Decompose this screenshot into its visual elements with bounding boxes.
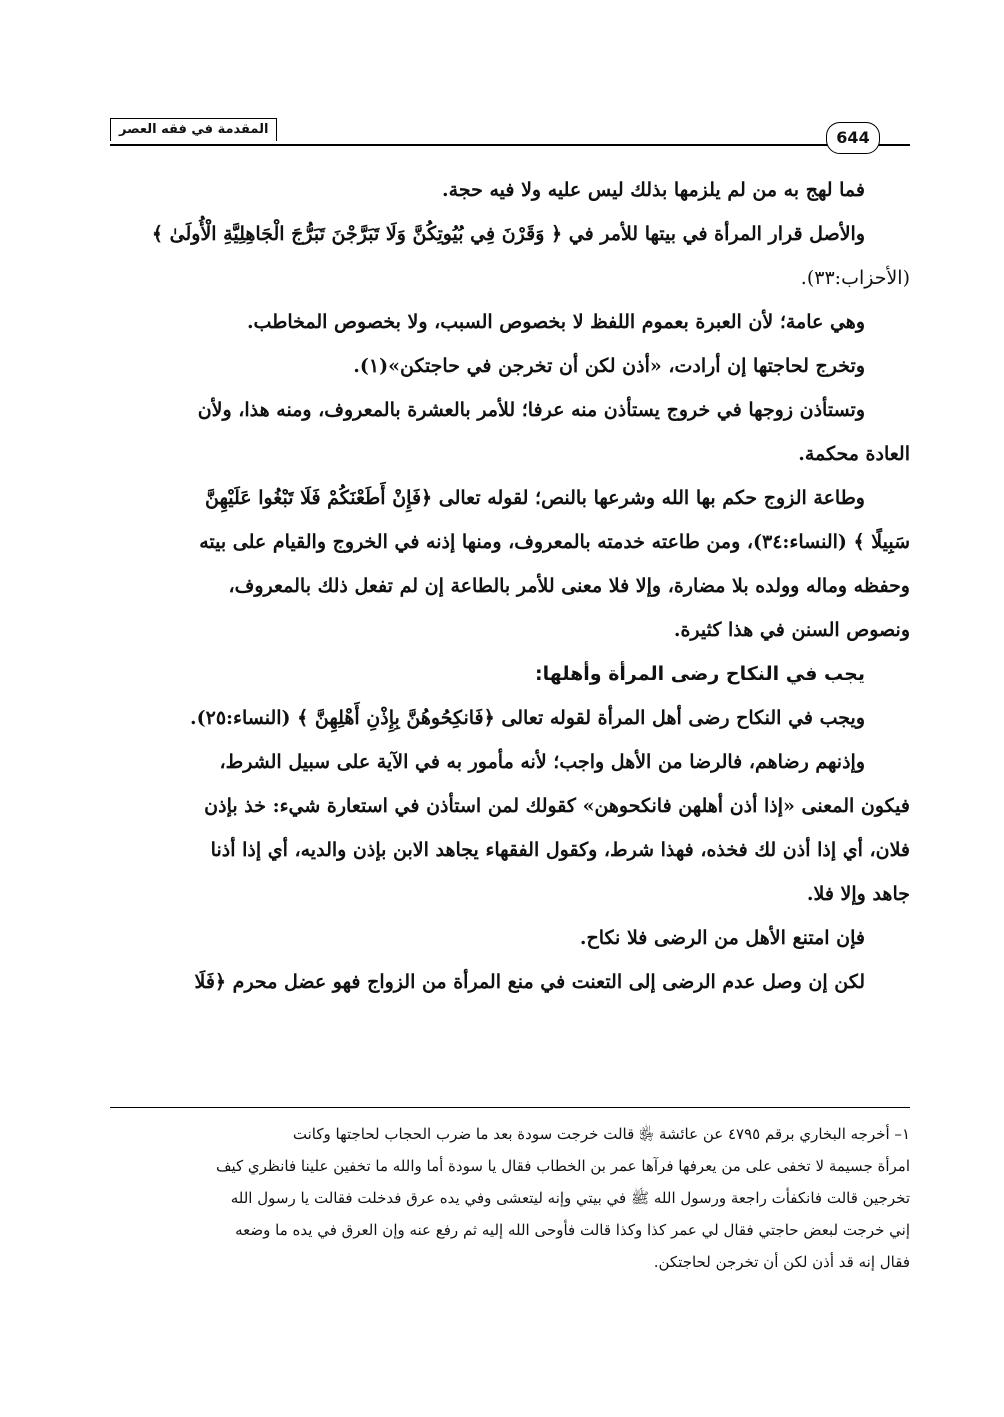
paragraph-line: فإن امتنع الأهل من الرضى فلا نكاح. [579, 927, 865, 949]
footnote-line: ١– أخرجه البخاري برقم ٤٧٩٥ عن عائشة ﵂ قالت خرجت سودة بعد ما ضرب الحجاب لحاجتها وكانت [292, 1125, 910, 1143]
footnotes [110, 1118, 910, 1278]
section-heading: يجب في النكاح رضى المرأة وأهلها: [535, 663, 865, 685]
paragraph-line: فيكون المعنى «إذا أذن أهلهن فانكحوهن» كقولك لمن استأذن في استعارة شيء: خذ بإذن [204, 795, 910, 817]
paragraph-line: والأصل قرار المرأة في بيتها للأمر في ﴿ وَقَرْنَ فِي بُيُوتِكُنَّ وَلَا تَبَرَّجْنَ تَبَرُّجَ الْجَاهِلِيَّةِ الْأُولَىٰ ﴾ [151, 223, 865, 245]
page-header [110, 118, 910, 147]
header-rule [110, 144, 910, 146]
paragraph-line: (الأحزاب:٣٣). [800, 267, 910, 289]
paragraph-line: وحفظه وماله وولده بلا مضارة، وإلا فلا معنى للأمر بالطاعة إن لم تفعل ذلك بالمعروف، [228, 575, 910, 597]
paragraph-line: وطاعة الزوج حكم بها الله وشرعها بالنص؛ لقوله تعالى ﴿فَإِنْ أَطَعْنَكُمْ فَلَا تَبْغُوا عَلَيْهِنَّ [205, 487, 865, 509]
paragraph-line: فما لهج به من لم يلزمها بذلك ليس عليه ولا فيه حجة. [442, 179, 865, 201]
paragraph-line: جاهد وإلا فلا. [806, 883, 910, 905]
footnote-line: امرأة جسيمة لا تخفى على من يعرفها فرآها عمر بن الخطاب فقال يا سودة أما والله ما تخفين علينا فانظري كيف [215, 1157, 910, 1175]
paragraph-line: العادة محكمة. [798, 443, 910, 465]
page-number: 644 [826, 122, 880, 154]
footnote-divider [110, 1107, 910, 1108]
paragraph-line: فلان، أي إذا أذن لك فخذه، فهذا شرط، وكقول الفقهاء يجاهد الابن بإذن والديه، أي إذا أذنا [210, 839, 910, 861]
paragraph-line: ويجب في النكاح رضى أهل المرأة لقوله تعالى ﴿فَانكِحُوهُنَّ بِإِذْنِ أَهْلِهِنَّ ﴾ (النساء:٢٥). [190, 707, 865, 729]
paragraph-line: وهي عامة؛ لأن العبرة بعموم اللفظ لا بخصوص السبب، ولا بخصوص المخاطب. [246, 311, 865, 333]
book-title: المقدمة في فقه العصر [110, 118, 277, 141]
paragraph-line: سَبِيلًا ﴾ (النساء:٣٤)، ومن طاعته خدمته بالمعروف، ومنها إذنه في الخروج والقيام على بيته [199, 531, 910, 553]
paragraph-line: وإذنهم رضاهم، فالرضا من الأهل واجب؛ لأنه مأمور به في الآية على سبيل الشرط، [219, 751, 865, 773]
paragraph-line: وتخرج لحاجتها إن أرادت، «أذن لكن أن تخرجن في حاجتكن»(١). [353, 355, 865, 377]
paragraph-line: وتستأذن زوجها في خروج يستأذن منه عرفا؛ للأمر بالعشرة بالمعروف، ومنه هذا، ولأن [197, 399, 865, 421]
paragraph-line: لكن إن وصل عدم الرضى إلى التعنت في منع المرأة من الزواج فهو عضل محرم ﴿فَلَا [194, 971, 865, 993]
footnote-line: إني خرجت لبعض حاجتي فقال لي عمر كذا وكذا قالت فأوحى الله إليه ثم رفع عنه وإن العرق في يده ما وضعه [235, 1221, 910, 1239]
footnote-line: فقال إنه قد أذن لكن أن تخرجن لحاجتكن. [653, 1253, 910, 1271]
main-text [110, 168, 910, 1004]
paragraph-line: ونصوص السنن في هذا كثيرة. [673, 619, 910, 641]
footnote-line: تخرجين قالت فانكفأت راجعة ورسول الله ﷺ في بيتي وإنه ليتعشى وفي يده عرق فدخلت فقالت يا رسول الله [230, 1189, 910, 1207]
